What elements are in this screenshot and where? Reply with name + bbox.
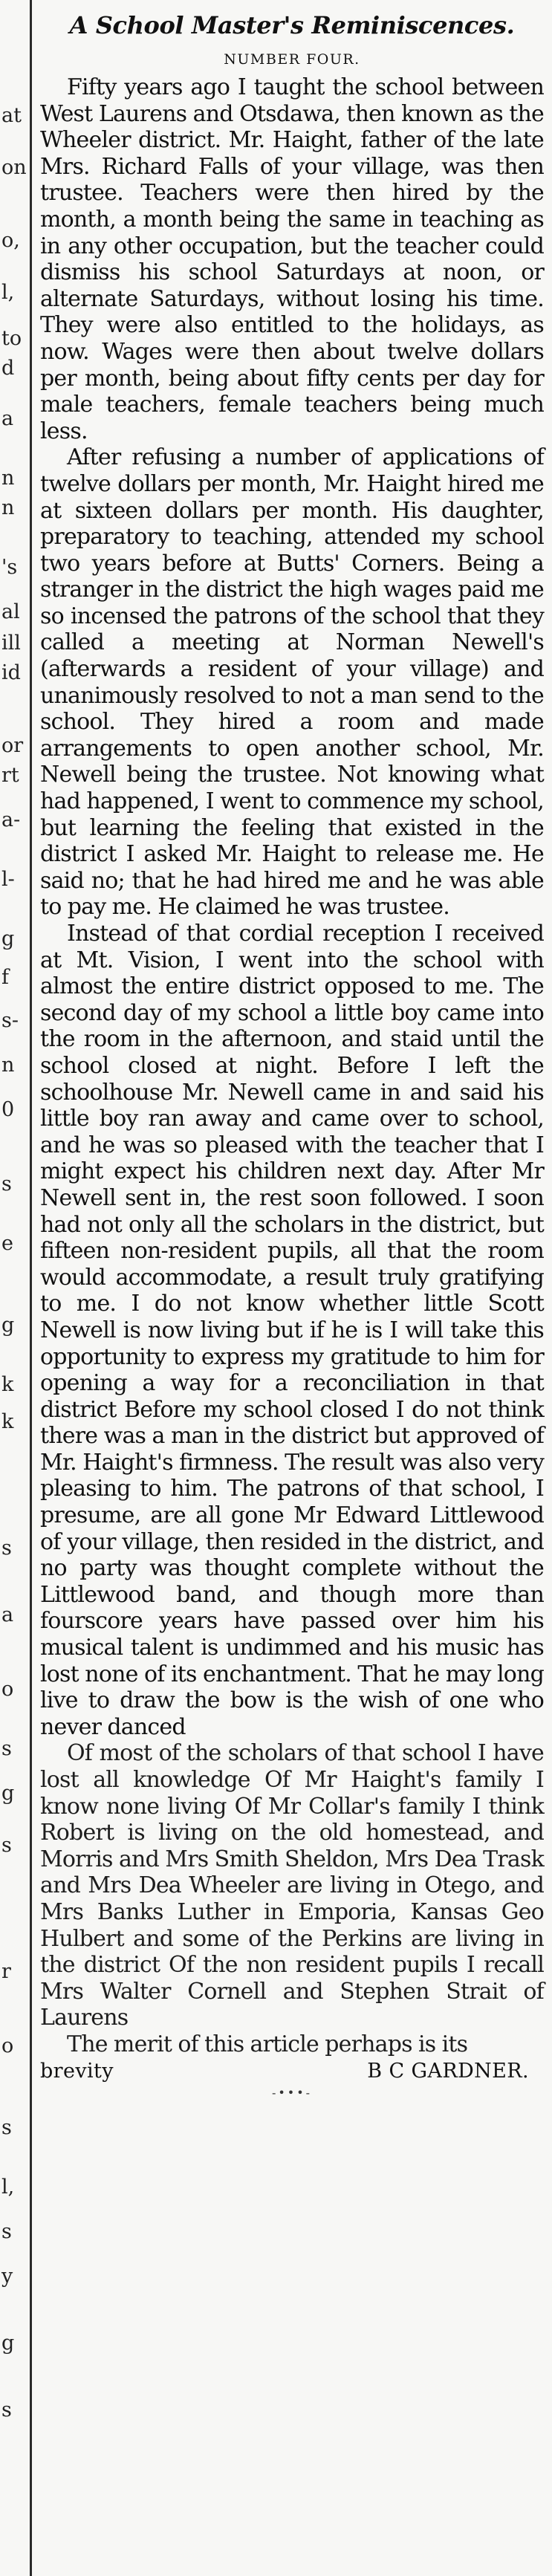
fragment-text: f [1,966,9,989]
fragment-text: a- [1,808,21,831]
fragment-text: al [1,600,20,623]
article-paragraph: Instead of that cordial reception I received at Mt. Vision, I went into the school with almost the entire district opposed to me. The second day of my school a little boy came into the room in the afternoon, and staid until the school closed at night. Before I left the schoolhouse Mr. Newell came in and said his little boy ran away and came over to school, and he was so pleased with the teacher that I might expect his children next day. After Mr Newell sent in, the rest soon followed. I soon had not only all the scholars in the district, but fifteen non-resident pupils, all that the room would accommodate, a result truly gratifying to me. I do not know whether little Scott Newell is now living but if he is I will take this opportunity to express my gratitude to him for opening a way for a reconciliation in that district Before my school closed I do not think there was a man in the district but approved of Mr. Haight's firmness. The result was also very pleasing to him. The patrons of that school, I presume, are all gone Mr Edward Littlewood of your village, then resided in the district, and no party was thought complete without the Littlewood band, and though more than fourscore years have passed over him his musical talent is undimmed and his music has lost none of its enchantment. That he may long live to draw the bow is the wish of one who never danced [40,921,544,1740]
fragment-text: s [1,1737,12,1760]
fragment-text: o [1,1678,14,1701]
fragment-text: 's [1,556,18,579]
fragment-text: n [1,496,15,519]
column-rule [30,0,32,2576]
fragment-text: 0 [1,1098,15,1121]
fragment-text: d [1,357,15,380]
fragment-text: g [1,927,15,950]
fragment-text: a [1,407,14,430]
fragment-text: k [1,1410,14,1433]
author-signature: B C GARDNER. [367,2059,529,2083]
fragment-text: k [1,1373,14,1396]
fragment-text: at [1,104,22,127]
article-paragraph: Fifty years ago I taught the school between West Laurens and Otsdawa, then known as the Wheeler district. Mr. Haight, father of the late Mrs. Richard Falls of your village, was then trustee. Teachers were then hired by the month, a month being the same in teaching as in any other occupation, but the teacher could dismiss his school Saturdays at noon, or alternate Saturdays, without losing his time. They were also entitled to the holidays, as now. Wages were then about twelve dollars per month, being about fifty cents per day for male teachers, female teachers being much less. [40,74,544,444]
fragment-text: o, [1,229,20,252]
article [40,6,544,2569]
article-paragraph: The merit of this article perhaps is its [67,2031,468,2057]
fragment-text: a [1,1603,14,1626]
fragment-text: g [1,1782,15,1805]
fragment-text: on [1,156,27,179]
fragment-text: l- [1,868,15,891]
fragment-text: s [1,1537,12,1560]
adjacent-column-fragments [0,0,30,2576]
signature-line [40,2058,544,2085]
fragment-text: g [1,1314,15,1337]
fragment-text: s [1,2398,12,2421]
fragment-text: s [1,1172,12,1195]
fragment-text: n [1,467,15,490]
fragment-text: l, [1,281,15,304]
fragment-text: or [1,734,24,757]
article-paragraph: After refusing a number of applications of twelve dollars per month, Mr. Haight hired me at sixteen dollars per month. His daughter, preparatory to teaching, attended my school two years before at Butts' Corners. Being a stranger in the district the high wages paid me so incensed the patrons of the school that they called a meeting at Norman Newell's (afterwards a resident of your village) and unanimously resolved to not a man send to the school. They hired a room and made arrangements to open another school, Mr. Newell being the trustee. Not knowing what had happened, I went to commence my school, but learning the feeling that existed in the district I asked Mr. Haight to release me. He said no; that he had hired me and he was able to pay me. He claimed he was trustee. [40,444,544,921]
fragment-text: s [1,1834,12,1857]
fragment-text: rt [1,764,19,787]
closing-ornament: -•••- [271,2085,313,2100]
article-headline: A School Master's Reminiscences. [69,11,515,39]
fragment-text: n [1,1054,15,1077]
fragment-text: to [1,327,22,350]
fragment-text: g [1,2332,15,2355]
article-number: NUMBER FOUR. [224,51,360,68]
fragment-text: s- [1,1009,19,1032]
fragment-text: r [1,1960,11,1983]
fragment-text: l, [1,2176,15,2199]
fragment-text: e [1,1232,13,1255]
fragment-text: ill [1,632,21,655]
signature-leading-word: brevity [40,2059,114,2083]
fragment-text: s [1,2220,12,2243]
fragment-text: s [1,2116,12,2139]
fragment-text: id [1,661,21,684]
fragment-text: y [1,2265,13,2288]
fragment-text: o [1,2034,14,2057]
article-paragraph: Of most of the scholars of that school I have lost all knowledge Of Mr Haight's family I know none living Of Mr Collar's family I think Robert is living on the old homestead, and Morris and Mrs Smith Sheldon, Mrs Dea Trask and Mrs Dea Wheeler are living in Otego, and Mrs Banks Luther in Emporia, Kansas Geo Hulbert and some of the Perkins are living in the district Of the non resident pupils I recall Mrs Walter Cornell and Stephen Strait of Laurens [40,1740,544,2031]
